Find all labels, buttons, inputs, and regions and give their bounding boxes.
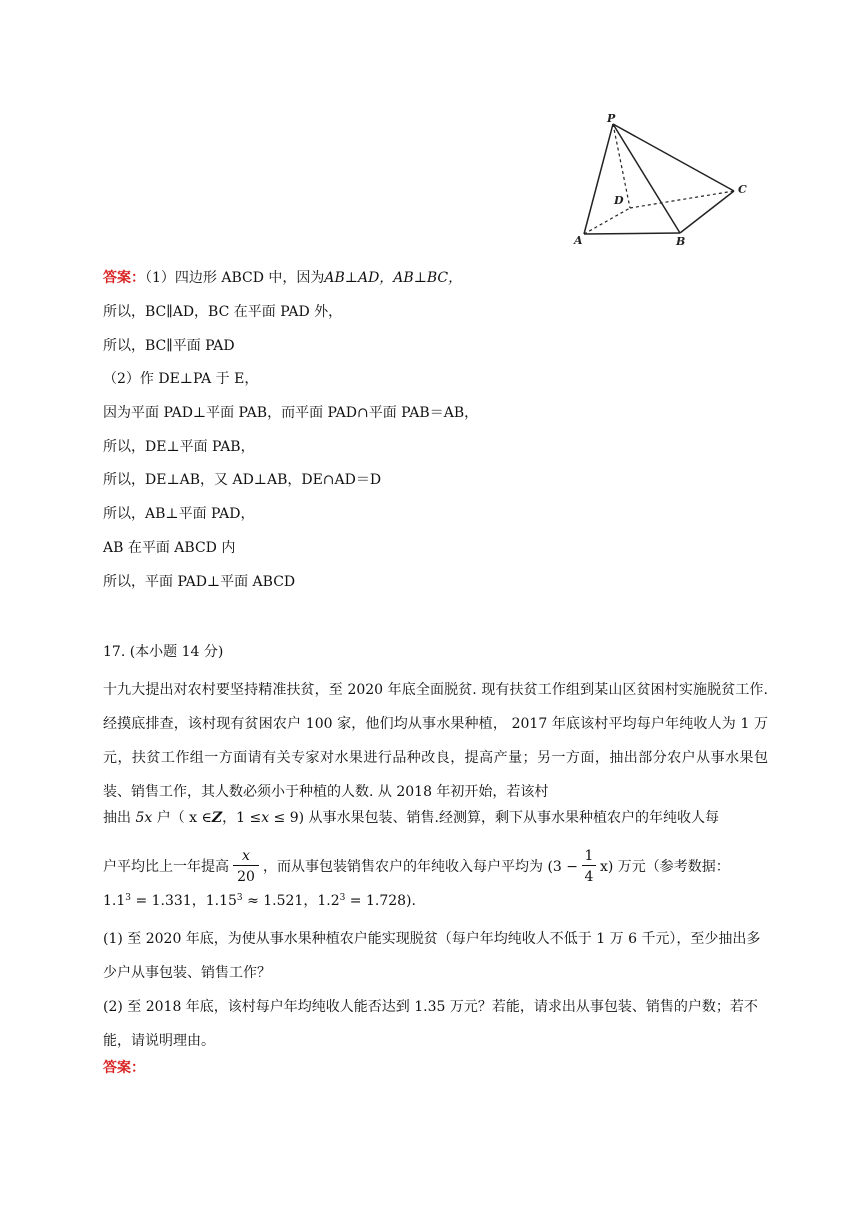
question-2: (2) 至 2018 年底，该村每户年均纯收人能否达到 1.35 万元？若能，请求出从事包装、销售的户数；若不能，请说明理由。 [103,999,758,1049]
fraction-x-over-20: $\frac{x}{20}$ [233,848,259,884]
answer-line-4: （2）作 DE⊥PA 于 E， [103,371,259,387]
answer-line-7: 所以，DE⊥AB，又 AD⊥AB，DE∩AD＝D [103,472,382,488]
answer-line-9: AB 在平面 ABCD 内 [103,540,236,556]
answer-line-3: 所以，BC∥平面 PAD [103,338,235,354]
question-1: (1) 至 2020 年底，为使从事水果种植农户能实现脱贫（每户年均纯收人不低于 1 万 6 千元），至少抽出多少户从事包装、销售工作？ [103,931,761,981]
answer-label: 答案 [103,1060,131,1076]
label-d: D [614,194,624,207]
answer-line-8: 所以，AB⊥平面 PAD， [103,506,255,522]
reference-data: $1.1^3 = 1.331$，$1.15^3 \approx 1.521$，$1.2^3 = 1.728$). [103,893,416,909]
answer-2: 答案： [103,1060,145,1076]
answer-label: 答案 [103,270,131,286]
edge-pb [613,124,680,233]
pyramid-diagram [568,112,760,252]
edge-bc [680,191,734,233]
answer-line-6: 所以，DE⊥平面 PAB， [103,439,255,455]
problem-line-a: 抽出 5x 户（ x ∈Z，1 ≤x ≤ 9) 从事水果包装、销售.经测算，剩下从事水果种植农户的年纯收人每 [103,810,720,826]
edge-dc [630,191,734,208]
problem-line-b: 户平均比上一年提高 $\frac{x}{20}$ ，而从事包装销售农户的年纯收入每户平均为 (3 − $\frac{1}{4}$ x) 万元（参考数据： [103,848,730,885]
answer-line-1: 答案：（1）四边形 ABCD 中，因为AB⊥AD，AB⊥BC， [103,270,463,286]
edge-pa [584,124,613,234]
edge-ad [584,208,630,234]
problem-paragraph: 十九大提出对农村要坚持精准扶贫，至 2020 年底全面脱贫. 现有扶贫工作组到某山区贫困村实施脱贫工作. 经摸底排查，该村现有贫困农户 100 家，他们均从事水果种植， 2017 年底该村平均每户年纯收人为 1 万元，扶贫工作组一方面请有关专家对水果进行品种改良，提高产量；另一方面，抽出部分农户从事水果包装、销售工作，其人数必须小于种植的人数. 从 2018 年初开始，若该村 [103,682,768,800]
label-a: A [574,234,583,247]
label-b: B [676,235,686,248]
answer-line-5: 因为平面 PAD⊥平面 PAB，而平面 PAD∩平面 PAB＝AB， [103,405,479,421]
problem-header: 17. (本小题 14 分) [103,644,224,660]
label-p: P [607,112,616,125]
edge-ab [584,233,680,234]
answer-line-2: 所以，BC∥AD，BC 在平面 PAD 外， [103,304,343,320]
edge-pc [613,124,734,191]
label-c: C [738,183,747,196]
pyramid-figure [568,112,760,252]
fraction-1-over-4: $\frac{1}{4}$ [582,848,596,884]
answer-line-10: 所以，平面 PAD⊥平面 ABCD [103,574,296,590]
